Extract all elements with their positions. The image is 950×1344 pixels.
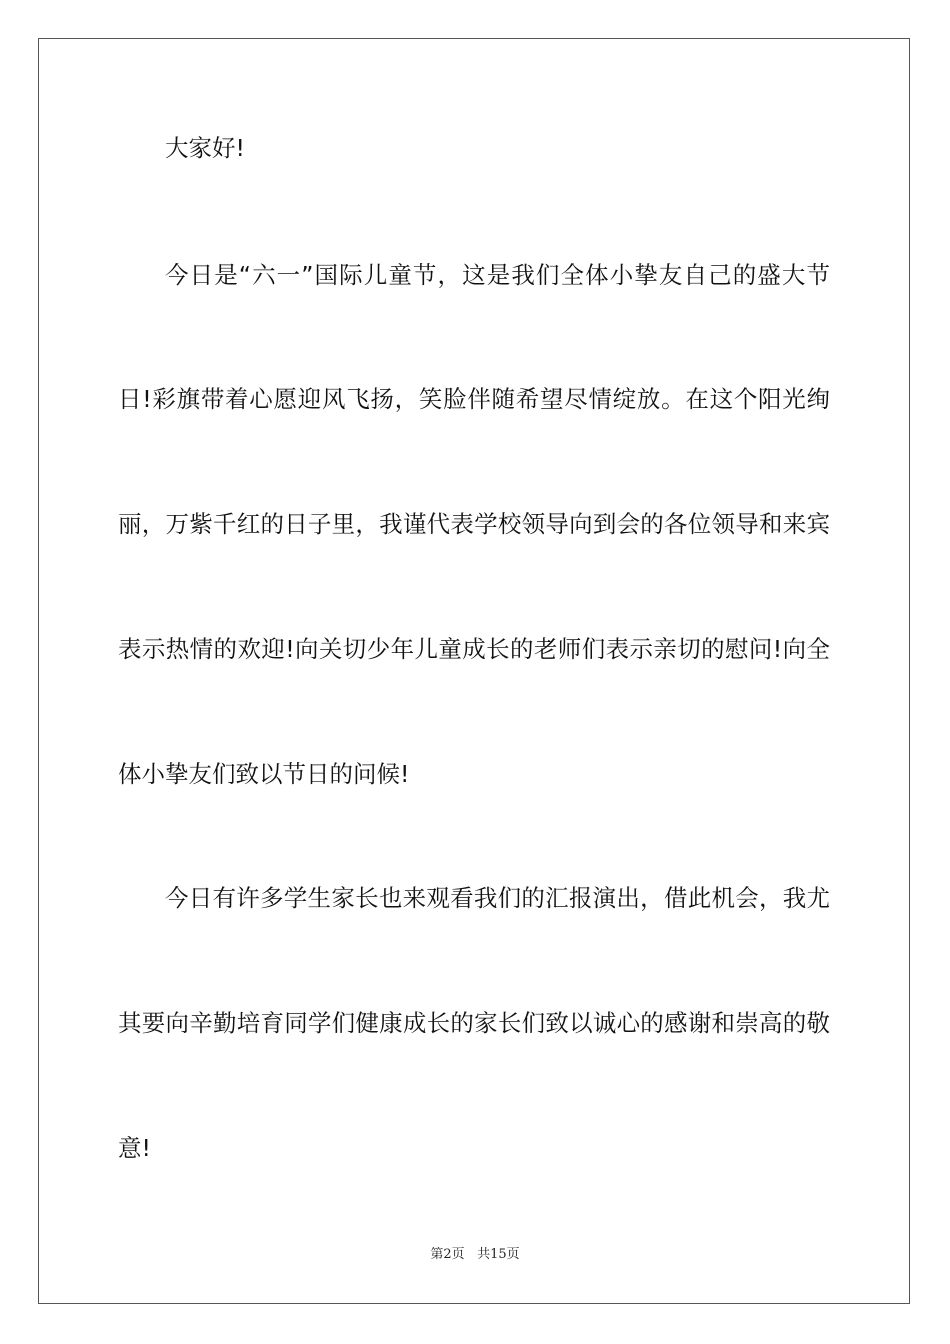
paragraph-1-line-1: 今日是“六一”国际儿童节，这是我们全体小挚友自己的盛大节 xyxy=(165,261,830,289)
paragraph-2-line-1: 今日有许多学生家长也来观看我们的汇报演出，借此机会，我尤 xyxy=(165,884,830,912)
paragraph-2-line-3: 意! xyxy=(118,1134,151,1162)
total-pages: 共15页 xyxy=(477,1247,520,1262)
page-footer xyxy=(0,1246,950,1264)
paragraph-1-line-5: 体小挚友们致以节日的问候! xyxy=(118,760,410,788)
page-number: 第2页 xyxy=(430,1247,465,1262)
paragraph-1-line-4: 表示热情的欢迎!向关切少年儿童成长的老师们表示亲切的慰问!向全 xyxy=(118,635,830,663)
paragraph-2-line-2: 其要向辛勤培育同学们健康成长的家长们致以诚心的感谢和崇高的敬 xyxy=(118,1009,830,1037)
paragraph-1-line-2: 日!彩旗带着心愿迎风飞扬，笑脸伴随希望尽情绽放。在这个阳光绚 xyxy=(118,385,830,413)
paragraph-1-line-3: 丽，万紫千红的日子里，我谨代表学校领导向到会的各位领导和来宾 xyxy=(118,510,830,538)
page-frame xyxy=(38,38,910,1304)
greeting-line: 大家好! xyxy=(165,134,245,162)
